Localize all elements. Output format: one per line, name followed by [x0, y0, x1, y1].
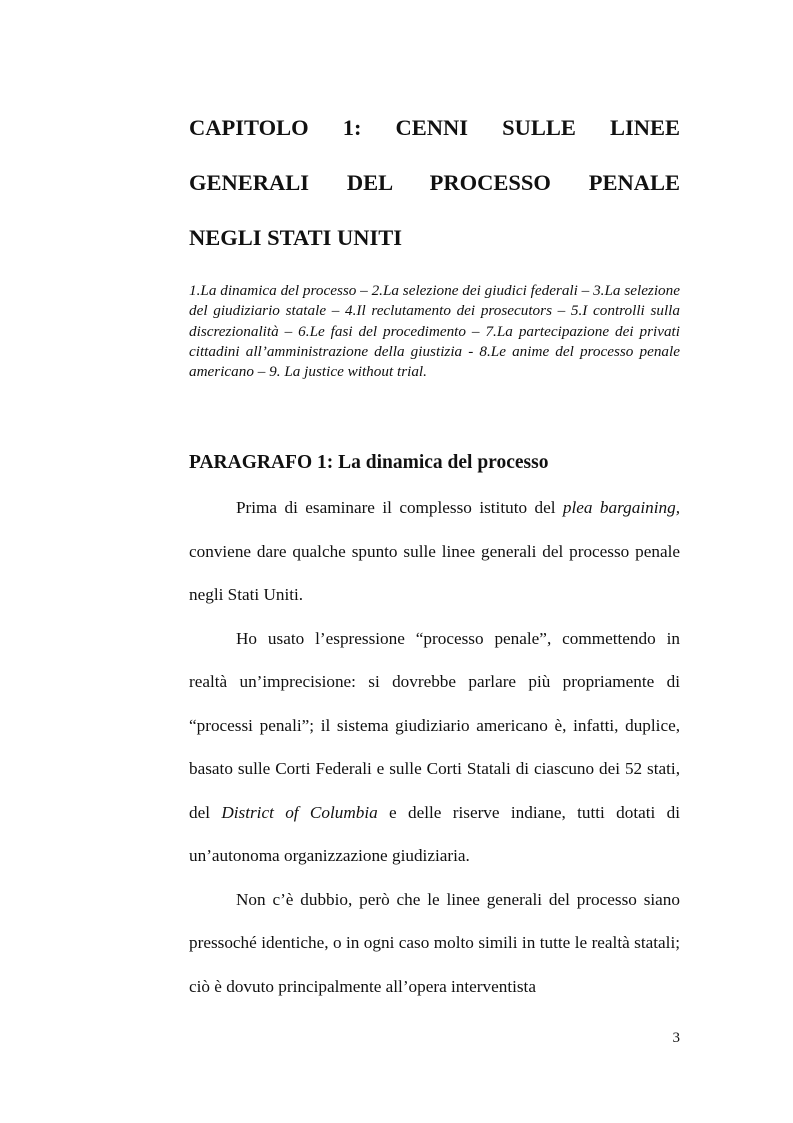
paragraph-2	[189, 617, 680, 878]
chapter-title	[189, 100, 680, 265]
paragraph-1-text-b: conviene dare qualche spunto sulle linee generali del processo penale negli Stati Uniti.	[189, 541, 680, 604]
chapter-title-line-2: GENERALI DEL PROCESSO PENALE	[189, 170, 680, 195]
chapter-title-line-3: NEGLI STATI UNITI	[189, 225, 402, 250]
paragraph-2-text-b: e delle riserve indiane, tutti dotati di un’autonoma organizzazione giudiziaria.	[189, 802, 680, 865]
paragraph-3	[189, 878, 680, 1009]
body-text	[189, 486, 680, 1008]
page-number: 3	[672, 1030, 680, 1046]
paragraph-1-emphasis: plea bargaining,	[562, 498, 680, 517]
chapter-summary: 1.La dinamica del processo – 2.La selezione dei giudici federali – 3.La selezione del giudiziario statale – 4.Il reclutamento dei prosecutors – 5.I controlli sulla discrezionalità – 6.Le fasi del procedimento – 7.La partecipazione dei privati cittadini all’amministrazione della giustizia - 8.Le anime del processo penale americano – 9. La justice without trial.	[189, 282, 680, 381]
paragraph-2-text-a: Ho usato l’espressione “processo penale”, commettendo in realtà un’imprecisione: si dovrebbe parlare più propriamente di “processi penali”; il sistema giudiziario americano è, infatti, duplice, basato sulle Corti Federali e sulle Corti Statali di ciascuno dei 52 stati, del	[189, 628, 680, 822]
paragraph-2-emphasis: District of Columbia	[221, 802, 378, 822]
section-heading: PARAGRAFO 1: La dinamica del processo	[189, 452, 549, 473]
chapter-title-line-1: CAPITOLO 1: CENNI SULLE LINEE	[189, 115, 680, 140]
paragraph-1	[189, 486, 680, 617]
paragraph-1-text-a: Prima di esaminare il complesso istituto del	[236, 498, 563, 517]
paragraph-3-text-a: Non c’è dubbio, però che le linee generali del processo siano pressoché identiche, o in ogni caso molto simili in tutte le realtà statali; ciò è dovuto principalmente all’opera interventista	[189, 889, 680, 996]
